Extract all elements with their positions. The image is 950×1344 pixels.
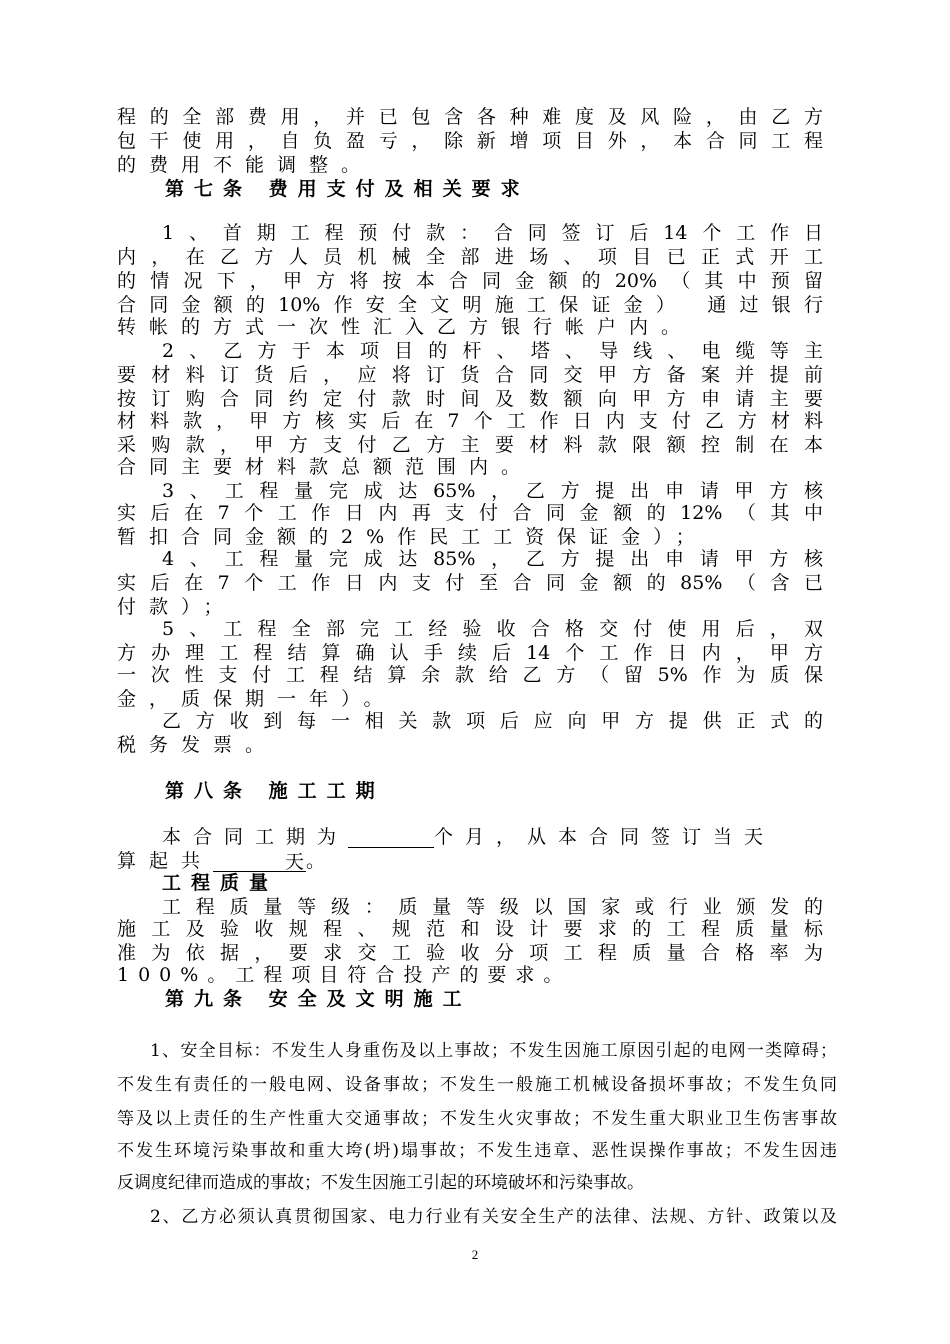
text-line: 1、安全目标：不发生人身重伤及以上事故；不发生因施工原因引起的电网一类障碍； xyxy=(150,1041,837,1061)
text-line: 1、首期工程预付款：合同签订后14个工作日 xyxy=(162,222,823,244)
days-blank: 天 xyxy=(213,851,306,872)
text-line: 不发生环境污染事故和重大垮(坍)塌事故；不发生违章、恶性误操作事故；不发生因违 xyxy=(117,1141,837,1161)
text-line: 的情况下，甲方将按本合同金额的20%（其中预留 xyxy=(117,270,823,292)
text-line: 按订购合同约定付款时间及数额向甲方申请主要 xyxy=(117,388,823,410)
text-line: 2、乙方于本项目的杆、塔、导线、电缆等主 xyxy=(162,340,823,362)
article-7-heading: 第七条 费用支付及相关要求 xyxy=(165,178,530,200)
text-line: 100%。工程项目符合投产的要求。 xyxy=(117,964,572,986)
text-line: 采购款，甲方支付乙方主要材料款限额控制在本 xyxy=(117,434,823,456)
months-blank xyxy=(348,827,434,848)
text-line: 3、工程量完成达65%，乙方提出申请甲方核 xyxy=(162,480,823,502)
text-line: 金，质保期一年）。 xyxy=(117,688,396,710)
text-line: 方办理工程结算确认手续后14个工作日内，甲方 xyxy=(117,642,823,664)
text-line: 乙方收到每一相关款项后应向甲方提供正式的 xyxy=(162,710,823,732)
period-text: 本合同工期为 xyxy=(162,826,349,848)
text-line: 材料款，甲方核实后在7个工作日内支付乙方材料 xyxy=(117,410,823,432)
text-line: 程的全部费用，并已包含各种难度及风险，由乙方 xyxy=(117,106,823,128)
text-line: 内，在乙方人员机械全部进场、项目已正式开工 xyxy=(117,246,823,268)
text-line: 一次性支付工程结算余款给乙方（留5%作为质保 xyxy=(117,664,823,686)
text-line: 施工及验收规程、规范和设计要求的工程质量标 xyxy=(117,918,823,940)
text-line: 暂扣合同金额的2%作民工工资保证金）； xyxy=(117,526,708,548)
text-line: 准为依据，要求交工验收分项工程质量合格率为 xyxy=(117,942,823,964)
text-line: 4、工程量完成达85%，乙方提出申请甲方核 xyxy=(162,548,823,570)
text-line: 税务发票。 xyxy=(117,734,278,756)
text-line: 反调度纪律而造成的事故；不发生因施工引起的环境破坏和污染事故。 xyxy=(117,1173,644,1193)
article-9-heading: 第九条 安全及文明施工 xyxy=(165,988,472,1010)
period-line-2 xyxy=(117,850,823,872)
text-line: 不发生有责任的一般电网、设备事故；不发生一般施工机械设备损坏事故；不发生负同 xyxy=(117,1075,837,1095)
text-line: 合同金额的10%作安全文明施工保证金） 通过银行 xyxy=(117,294,823,316)
page-number: 2 xyxy=(471,1247,479,1262)
text-line: 5、工程全部完工经验收合格交付使用后，双 xyxy=(162,618,823,640)
text-line: 要材料订货后，应将订货合同交甲方备案并提前 xyxy=(117,364,823,386)
period-line-1 xyxy=(162,826,868,848)
text-line: 实后在7个工作日内再支付合同金额的12%（其中 xyxy=(117,502,823,524)
text-line: 转帐的方式一次性汇入乙方银行帐户内。 xyxy=(117,316,694,338)
text-line: 付款）； xyxy=(117,596,236,618)
text-line: 等及以上责任的生产性重大交通事故；不发生火灾事故；不发生重大职业卫生伤害事故 xyxy=(117,1109,837,1129)
period-text: 算起共 xyxy=(117,850,214,872)
period-text: 个月，从本合同签订当天 xyxy=(434,826,776,848)
article-8-heading: 第八条 施工工期 xyxy=(165,780,385,802)
text-line: 包干使用，自负盈亏，除新增项目外，本合同工程 xyxy=(117,130,823,152)
text-line: 2、乙方必须认真贯彻国家、电力行业有关安全生产的法律、法规、方针、政策以及 xyxy=(150,1207,837,1227)
text-line: 工程质量等级：质量等级以国家或行业颁发的 xyxy=(162,896,823,918)
text-line: 的费用不能调整。 xyxy=(117,154,374,176)
quality-heading: 工程质量 xyxy=(162,872,279,894)
text-line: 合同主要材料款总额范围内。 xyxy=(117,456,534,478)
period-text: 。 xyxy=(306,850,339,872)
text-line: 实后在7个工作日内支付至合同金额的85%（含已 xyxy=(117,572,823,594)
